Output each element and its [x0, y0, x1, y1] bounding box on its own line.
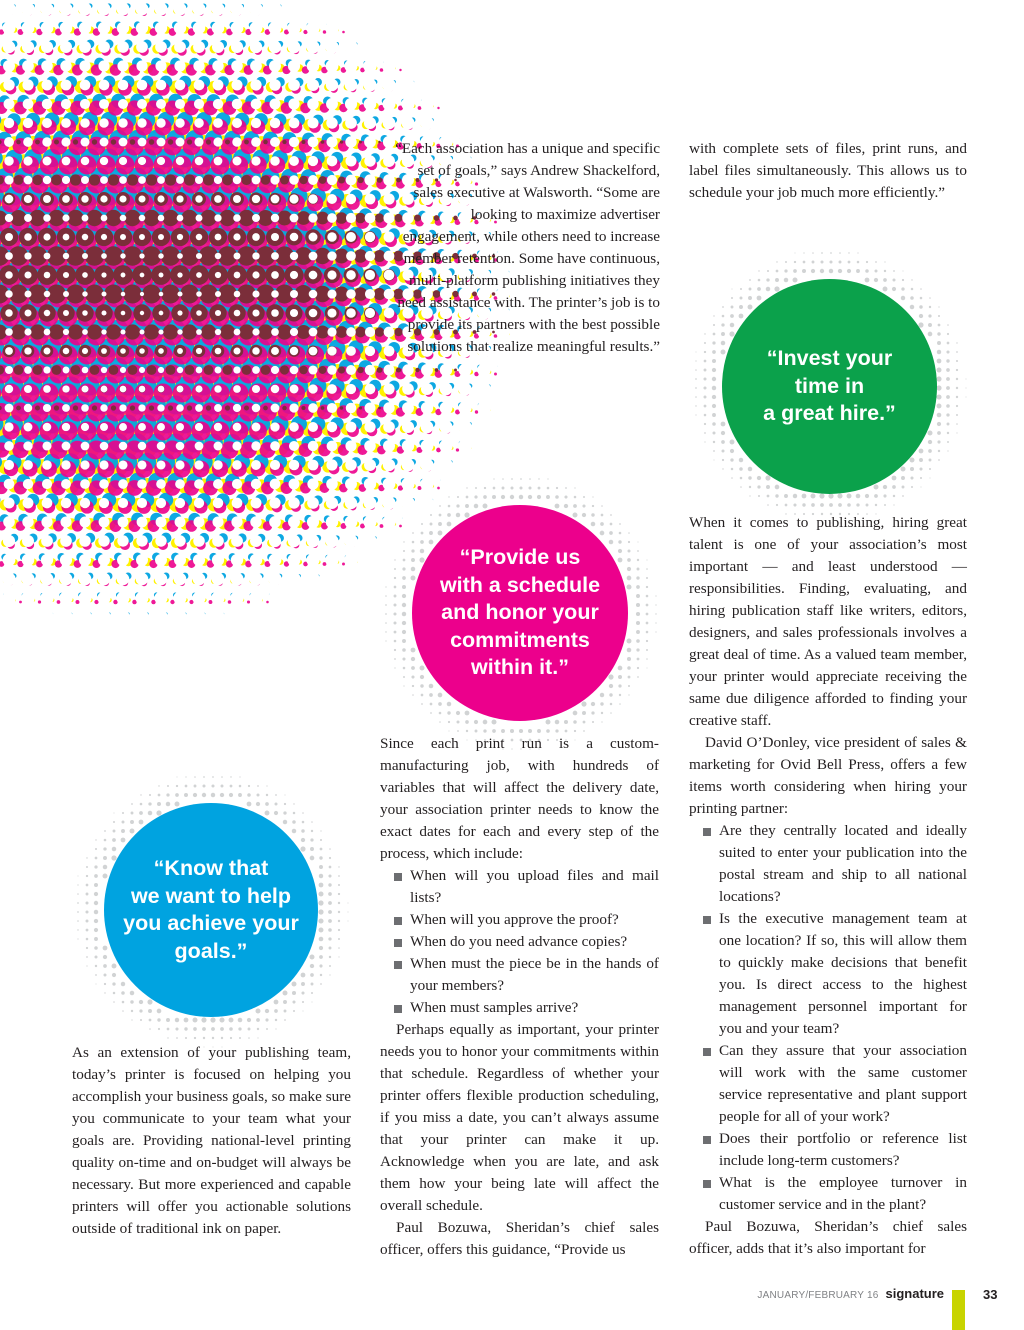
list-item: When must samples arrive?: [380, 997, 659, 1019]
printer-criteria-list: [689, 820, 967, 1216]
list-item: When will you upload files and mail lists?: [380, 865, 659, 909]
middle-column: [380, 733, 659, 1261]
intro-quote-text: “Each association has a unique and specific set of goals,” says Andrew Shackelford, sales executive at Walsworth. “Some are looking to maximize advertiser engagement, while others need to increase member retention. Some have continuous, multi-platform publishing initiatives they need assistance with. The printer’s job is to provide its partners with the best possible solutions that realize meaningful results.”: [395, 140, 660, 355]
list-item: Can they assure that your association will work with the same customer service representative and plant support people for all of your work?: [689, 1040, 967, 1128]
body-paragraph: When it comes to publishing, hiring great talent is one of your association’s most important — and least understood — responsibilities. Finding, evaluating, and hiring publication staff like writers, editors, designers, and sales professionals involves a great deal of time. As a valued team member, your printer would appreciate receiving the same due diligence afforded to finding your creative staff.: [689, 514, 967, 729]
body-paragraph: Perhaps equally as important, your printer needs you to honor your commitments within that schedule. Regardless of whether your printer offers flexible production scheduling, if you miss a date, you can’t always assume that your printer can make it up. Acknowledge when you are late, and ask them how your being late will affect the overall schedule.: [380, 1021, 659, 1214]
pull-quote-line: time in: [794, 373, 865, 398]
list-item: Are they centrally located and ideally suited to enter your publication into the postal stream and ship to all national locations?: [689, 820, 967, 908]
list-item: Is the executive management team at one location? If so, this will allow them to quickly make decisions that benefit you. Is direct access to the highest management personnel important for you and your team?: [689, 908, 967, 1040]
list-item: When will you approve the proof?: [380, 909, 659, 931]
pull-quote-line: you achieve your: [123, 911, 299, 935]
body-paragraph: with complete sets of files, print runs, and label files simultaneously. This allows us to schedule your job much more efficiently.”: [689, 140, 967, 201]
pull-quote-line: we want to help: [130, 883, 292, 908]
body-paragraph: Since each print run is a custom-manufacturing job, with hundreds of variables that will affect the delivery date, your association printer needs to know the exact dates for each and every step of the process, which include:: [380, 735, 659, 862]
pull-quote-line: with a schedule: [439, 572, 601, 597]
list-item: When must the piece be in the hands of your members?: [380, 953, 659, 997]
pull-quote-line: a great hire.”: [763, 401, 896, 426]
pull-quote-goals: [104, 803, 318, 1017]
pull-quote-schedule: [412, 505, 628, 721]
list-item: When do you need advance copies?: [380, 931, 659, 953]
right-column: [689, 512, 967, 1260]
pull-quote-line: and honor your: [441, 600, 599, 625]
pull-quote-line: “Provide us: [459, 545, 581, 570]
body-paragraph: As an extension of your publishing team, today’s printer is focused on helping you accomplish your business goals, so make sure you communicate to your team what your goals are. Providing national-level printing quality on-time and on-budget will always be necessary. But more experienced and capable printers will offer you actionable solutions outside of traditional ink on paper.: [72, 1044, 351, 1237]
pull-quote-line: goals.”: [174, 938, 248, 963]
issue-date: JANUARY/FEBRUARY 16: [757, 1290, 879, 1301]
body-paragraph: Paul Bozuwa, Sheridan’s chief sales officer, offers this guidance, “Provide us: [380, 1219, 659, 1258]
schedule-steps-list: [380, 865, 659, 1019]
pull-quote-invest: [722, 279, 937, 494]
page-footer: [757, 1286, 944, 1301]
pull-quote-line: commitments: [450, 627, 590, 652]
footer-accent-bar: [952, 1290, 965, 1330]
right-column-top: [689, 138, 967, 204]
pull-quote-line: “Know that: [153, 856, 269, 880]
magazine-name: signature: [885, 1286, 944, 1301]
pull-quote-line: within it.”: [471, 655, 569, 680]
list-item: Does their portfolio or reference list include long-term customers?: [689, 1128, 967, 1172]
left-column: [72, 1042, 351, 1240]
body-paragraph: Paul Bozuwa, Sheridan’s chief sales officer, adds that it’s also important for: [689, 1218, 967, 1257]
pull-quote-line: “Invest your: [766, 346, 893, 371]
page-number: 33: [983, 1287, 998, 1302]
intro-quote-paragraph: [395, 138, 660, 358]
body-paragraph: David O’Donley, vice president of sales & marketing for Ovid Bell Press, offers a few items worth considering when hiring your printing partner:: [689, 734, 967, 817]
list-item: What is the employee turnover in customer service and in the plant?: [689, 1172, 967, 1216]
